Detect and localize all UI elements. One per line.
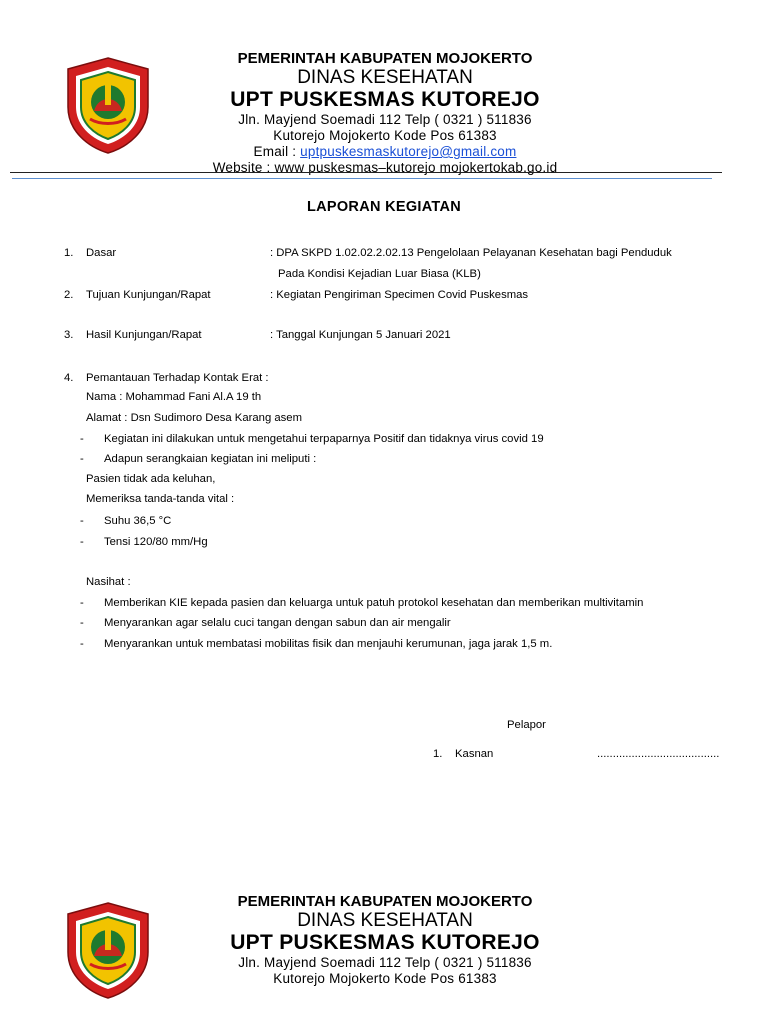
item-value: : DPA SKPD 1.02.02.2.02.13 Pengelolaan Pelayanan Kesehatan bagi Penduduk: [270, 247, 672, 259]
email-link[interactable]: uptpuskesmaskutorejo@gmail.com: [300, 144, 517, 159]
item-value: : Tanggal Kunjungan 5 Januari 2021: [270, 329, 451, 341]
mojokerto-regency-emblem-icon: [62, 900, 154, 1000]
government-name: PEMERINTAH KABUPATEN MOJOKERTO: [237, 893, 533, 910]
item-label: Dasar: [86, 247, 117, 259]
signer-number: 1.: [433, 748, 443, 760]
bullet-dash: -: [80, 536, 84, 548]
list-item: Kegiatan ini dilakukan untuk mengetahui terpaparnya Positif dan tidaknya virus covid 19: [104, 433, 544, 445]
item-value-continued: Pada Kondisi Kejadian Luar Biasa (KLB): [278, 268, 481, 280]
city-line: Kutorejo Mojokerto Kode Pos 61383: [273, 128, 497, 143]
signer-name: Kasnan: [455, 748, 494, 760]
organization-name: UPT PUSKESMAS KUTOREJO: [230, 88, 540, 111]
item-label: Tujuan Kunjungan/Rapat: [86, 289, 211, 301]
city-line: Kutorejo Mojokerto Kode Pos 61383: [273, 971, 497, 986]
item-number: 2.: [64, 289, 74, 301]
list-item: Adapun serangkaian kegiatan ini meliputi :: [104, 453, 317, 465]
list-item: Memberikan KIE kepada pasien dan keluarga untuk patuh protokol kesehatan dan memberikan multivitamin: [104, 597, 644, 609]
bullet-dash: -: [80, 453, 84, 465]
item-number: 1.: [64, 247, 74, 259]
document-title: LAPORAN KEGIATAN: [306, 199, 462, 215]
item-number: 3.: [64, 329, 74, 341]
bullet-dash: -: [80, 515, 84, 527]
header-divider-accent: [12, 178, 712, 179]
address-line: Jln. Mayjend Soemadi 112 Telp ( 0321 ) 511836: [238, 955, 532, 970]
website-line: Website : www puskesmas–kutorejo mojokertokab.go.id: [212, 160, 558, 175]
email-line: [170, 144, 600, 160]
item-label: Hasil Kunjungan/Rapat: [86, 329, 202, 341]
item-value: : Kegiatan Pengiriman Specimen Covid Puskesmas: [270, 289, 529, 301]
vital-sign: Tensi 120/80 mm/Hg: [104, 536, 208, 548]
list-item: Menyarankan untuk membatasi mobilitas fisik dan menjauhi kerumunan, jaga jarak 1,5 m.: [104, 638, 553, 650]
item-label: Pemantauan Terhadap Kontak Erat :: [86, 372, 269, 384]
bullet-dash: -: [80, 433, 84, 445]
organization-name: UPT PUSKESMAS KUTOREJO: [230, 931, 540, 954]
patient-name: Nama : Mohammad Fani Al.A 19 th: [86, 391, 262, 403]
email-label: Email :: [253, 144, 301, 159]
bullet-dash: -: [80, 617, 84, 629]
patient-address: Alamat : Dsn Sudimoro Desa Karang asem: [86, 412, 302, 424]
signature-line: .......................................: [597, 748, 720, 760]
vital-sign: Suhu 36,5 °C: [104, 515, 172, 527]
header-divider: [10, 172, 722, 173]
item-number: 4.: [64, 372, 74, 384]
address-line: Jln. Mayjend Soemadi 112 Telp ( 0321 ) 511836: [238, 112, 532, 127]
bullet-dash: -: [80, 597, 84, 609]
complaint-note: Pasien tidak ada keluhan,: [86, 473, 216, 485]
vitals-heading: Memeriksa tanda-tanda vital :: [86, 493, 235, 505]
government-name: PEMERINTAH KABUPATEN MOJOKERTO: [237, 50, 533, 67]
signature-heading: Pelapor: [507, 719, 546, 731]
agency-name: DINAS KESEHATAN: [297, 910, 473, 931]
list-item: Menyarankan agar selalu cuci tangan dengan sabun dan air mengalir: [104, 617, 451, 629]
bullet-dash: -: [80, 638, 84, 650]
agency-name: DINAS KESEHATAN: [297, 67, 473, 88]
mojokerto-regency-emblem-icon: [62, 55, 154, 155]
advice-heading: Nasihat :: [86, 576, 131, 588]
